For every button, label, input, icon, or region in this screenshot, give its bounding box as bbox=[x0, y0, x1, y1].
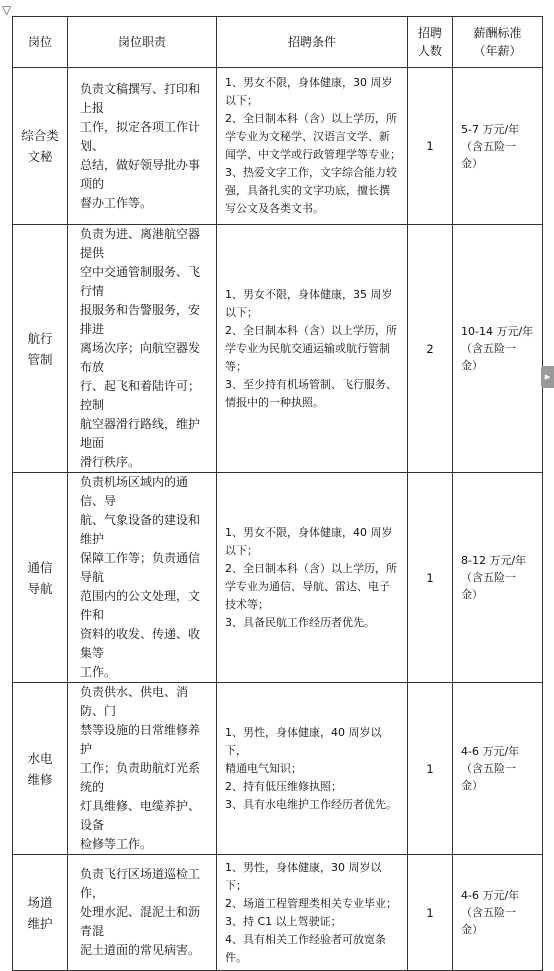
header-salary-line: 薪酬标准 bbox=[473, 26, 522, 40]
salary-line: 金） bbox=[461, 779, 483, 792]
position-line: 导航 bbox=[27, 580, 53, 596]
duties-line: 禁等设施的日常维修养护 bbox=[80, 723, 201, 756]
duties-line: 离场次序；向航空器发布放 bbox=[80, 341, 201, 374]
salary-cell bbox=[453, 68, 543, 225]
position-line: 综合类 bbox=[21, 128, 59, 143]
duties-line: 工作。 bbox=[80, 665, 117, 679]
requirement-line: 精通电气知识； bbox=[225, 761, 302, 775]
salary-cell bbox=[453, 473, 543, 683]
salary-line: 10-14 万元/年 bbox=[461, 325, 534, 338]
salary-line: （含五险一 bbox=[461, 762, 516, 775]
header-requirements: 招聘条件 bbox=[217, 17, 408, 68]
position-line: 水电 bbox=[27, 750, 53, 766]
requirements-cell bbox=[217, 225, 408, 473]
header-count-line: 招聘 bbox=[417, 26, 442, 40]
duties-line: 资料的收发、传递、收集等 bbox=[80, 627, 201, 660]
count-cell: 1 bbox=[408, 683, 453, 855]
side-expand-button[interactable]: ▸ bbox=[541, 366, 554, 388]
count-cell: 1 bbox=[408, 855, 453, 971]
requirement-line: 学专业为民航交通运输或航行管制 bbox=[225, 341, 390, 355]
duties-line: 航空器滑行路线，维护地面 bbox=[80, 417, 201, 450]
requirements-cell bbox=[217, 473, 408, 683]
duties-line: 工作，拟定各项工作计划、 bbox=[80, 119, 201, 153]
table-row bbox=[13, 855, 543, 971]
salary-line: 4-6 万元/年 bbox=[461, 889, 520, 902]
position-line: 通信 bbox=[27, 559, 53, 575]
requirement-line: 2、场道工程管理类相关专业毕业； bbox=[225, 896, 397, 910]
requirements-cell bbox=[217, 855, 408, 971]
salary-line: 4-6 万元/年 bbox=[461, 745, 520, 758]
duties-line: 范围内的公文处理，文件和 bbox=[80, 589, 201, 622]
requirement-line: 以下； bbox=[225, 94, 258, 107]
triangle-down-icon: ▽ bbox=[2, 3, 12, 17]
requirement-line: 2、全日制本科（含）以上学历，所 bbox=[225, 112, 397, 125]
duties-line: 报服务和告警服务，安排进 bbox=[80, 303, 201, 336]
header-duties: 岗位职责 bbox=[68, 17, 217, 68]
table-row bbox=[13, 68, 543, 225]
requirement-line: 等； bbox=[225, 359, 247, 373]
requirement-line: 1、男性，身体健康，40 周岁以下， bbox=[225, 725, 382, 757]
salary-line: 金） bbox=[461, 156, 483, 170]
header-position: 岗位 bbox=[13, 17, 68, 68]
count-cell: 1 bbox=[408, 68, 453, 225]
position-line: 管制 bbox=[27, 351, 53, 367]
requirements-cell bbox=[217, 68, 408, 225]
requirement-line: 2、全日制本科（含）以上学历，所 bbox=[225, 561, 397, 575]
requirement-line: 技术等； bbox=[225, 597, 269, 611]
salary-line: （含五险一 bbox=[461, 139, 516, 153]
requirement-line: 2、持有低压维修执照； bbox=[225, 779, 342, 793]
duties-cell bbox=[68, 225, 217, 473]
table-row bbox=[13, 683, 543, 855]
salary-line: 5-7 万元/年 bbox=[461, 122, 520, 136]
requirement-line: 3、具有水电维护工作经历者优先。 bbox=[225, 797, 397, 811]
requirement-line: 4、具有相关工作经验者可放宽条 bbox=[225, 932, 386, 946]
requirement-line: 以下； bbox=[225, 543, 258, 557]
count-cell: 1 bbox=[408, 473, 453, 683]
duties-cell bbox=[68, 683, 217, 855]
requirement-line: 件。 bbox=[225, 950, 247, 964]
requirement-line: 3、至少持有机场管制、飞行服务、 bbox=[225, 377, 397, 391]
recruitment-table bbox=[12, 16, 543, 971]
duties-line: 负责供水、供电、消防、门 bbox=[80, 685, 189, 718]
salary-line: 金） bbox=[461, 359, 483, 372]
position-line: 航行 bbox=[27, 330, 53, 346]
requirement-line: 以下； bbox=[225, 305, 258, 319]
position-line: 维护 bbox=[27, 915, 53, 931]
requirements-cell bbox=[217, 683, 408, 855]
duties-line: 总结，做好领导批办事项的 bbox=[80, 157, 201, 191]
duties-cell bbox=[68, 855, 217, 971]
position-line: 场道 bbox=[27, 894, 53, 910]
requirement-line: 情报中的一种执照。 bbox=[225, 395, 324, 409]
requirement-line: 强，具备扎实的文字功底，擅长撰 bbox=[225, 184, 390, 197]
duties-line: 灯具维修、电缆养护、设备 bbox=[80, 799, 201, 832]
salary-line: 金） bbox=[461, 923, 483, 936]
header-count-line: 人数 bbox=[417, 44, 442, 58]
duties-line: 保障工作等；负责通信导航 bbox=[80, 551, 201, 584]
requirement-line: 闻学、中文学或行政管理学等专业； bbox=[225, 148, 401, 161]
requirement-line: 3、具备民航工作经历者优先。 bbox=[225, 615, 375, 629]
duties-line: 负责为进、离港航空器提供 bbox=[80, 227, 201, 260]
salary-line: （含五险一 bbox=[461, 571, 516, 584]
salary-line: 金） bbox=[461, 588, 483, 601]
duties-line: 行、起飞和着陆许可；控制 bbox=[80, 379, 201, 412]
duties-line: 空中交通管制服务、飞行情 bbox=[80, 265, 201, 298]
duties-line: 工作；负责助航灯光系统的 bbox=[80, 761, 201, 794]
position-cell bbox=[13, 855, 68, 971]
requirement-line: 学专业为通信、导航、雷达、电子 bbox=[225, 579, 390, 593]
requirement-line: 1、男性，身体健康，30 周岁以下； bbox=[225, 860, 382, 892]
position-cell bbox=[13, 473, 68, 683]
count-cell: 2 bbox=[408, 225, 453, 473]
duties-cell bbox=[68, 473, 217, 683]
requirement-line: 1、男女不限，身体健康，40 周岁 bbox=[225, 525, 393, 539]
requirement-line: 1、男女不限，身体健康，30 周岁 bbox=[225, 76, 393, 89]
position-cell bbox=[13, 68, 68, 225]
salary-cell bbox=[453, 225, 543, 473]
header-count bbox=[408, 17, 453, 68]
table-header-row bbox=[13, 17, 543, 68]
salary-cell bbox=[453, 683, 543, 855]
duties-line: 负责文稿撰写、打印和上报 bbox=[80, 81, 201, 115]
requirement-line: 学专业为文秘学、汉语言文学、新 bbox=[225, 130, 390, 143]
position-line: 文秘 bbox=[27, 149, 53, 164]
salary-line: 8-12 万元/年 bbox=[461, 554, 527, 567]
position-cell bbox=[13, 683, 68, 855]
salary-line: （含五险一 bbox=[461, 342, 516, 355]
position-cell bbox=[13, 225, 68, 473]
salary-line: （含五险一 bbox=[461, 906, 516, 919]
header-salary-line: （年薪） bbox=[473, 44, 522, 58]
requirement-line: 写公文及各类文书。 bbox=[225, 202, 324, 215]
duties-line: 检修等工作。 bbox=[80, 837, 153, 851]
duties-line: 督办工作等。 bbox=[80, 195, 153, 210]
requirement-line: 1、男女不限，身体健康，35 周岁 bbox=[225, 287, 393, 301]
requirement-line: 3、热爱文字工作，文字综合能力较 bbox=[225, 166, 397, 179]
salary-cell bbox=[453, 855, 543, 971]
table-row bbox=[13, 225, 543, 473]
duties-line: 航、气象设备的建设和维护 bbox=[80, 513, 201, 546]
requirement-line: 3、持 C1 以上驾驶证； bbox=[225, 914, 342, 928]
table-row bbox=[13, 473, 543, 683]
requirement-line: 2、全日制本科（含）以上学历，所 bbox=[225, 323, 397, 337]
duties-line: 处理水泥、混泥土和沥青混 bbox=[80, 905, 201, 938]
header-salary bbox=[453, 17, 543, 68]
duties-line: 泥土道面的常见病害。 bbox=[80, 943, 201, 957]
duties-line: 负责飞行区场道巡检工作， bbox=[80, 867, 201, 900]
duties-cell bbox=[68, 68, 217, 225]
duties-line: 滑行秩序。 bbox=[80, 455, 141, 469]
duties-line: 负责机场区域内的通信、导 bbox=[80, 475, 189, 508]
position-line: 维修 bbox=[27, 771, 53, 787]
